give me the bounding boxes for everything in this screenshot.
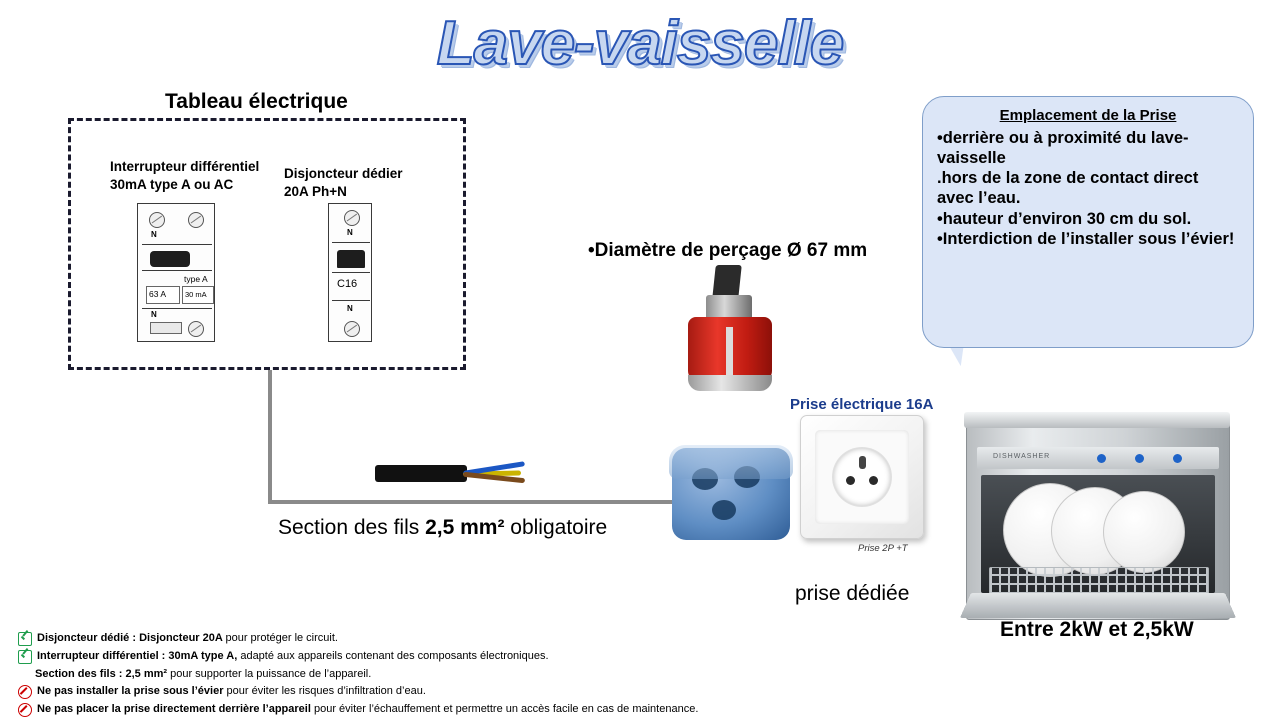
plate [1103,491,1185,573]
sensitivity-marking: 30 mA [185,290,207,299]
dishwasher-brand: DISHWASHER [993,453,1051,460]
dishwasher-worktop [964,412,1230,428]
dedicated-socket-text: prise dédiée [795,582,910,605]
terminal-n-top: N [151,230,157,239]
note-item [18,630,778,648]
wire-section-text [278,516,607,540]
screw-icon [188,321,204,337]
notes-list [18,630,778,719]
connector-line-vertical [268,370,272,504]
check-icon [18,650,32,664]
cable-sheath [375,465,467,482]
callout-item: •derrière ou à proximité du lave-vaisselle [937,129,1189,168]
junction-box-illustration [672,448,790,540]
dishwasher-control-panel [977,447,1219,469]
differential-label [110,158,259,194]
note-item [18,666,778,684]
panel-dashed-box [68,118,466,370]
socket-receptacle [833,448,891,506]
terminal-n-top: N [347,228,353,237]
dishwasher-button[interactable] [1173,454,1182,463]
callout-title: Emplacement de la Prise [999,107,1177,124]
earth-pin [859,456,866,469]
note-item [18,701,778,719]
dishwasher-button[interactable] [1135,454,1144,463]
terminal-n-bottom: N [151,310,157,319]
screw-icon [344,321,360,337]
note-item [18,648,778,666]
note-plain: pour éviter l’échauffement et permettre un accès facile en cas de maintenance. [313,703,699,716]
callout-item: .hors de la zone de contact direct avec l’eau. [937,169,1199,208]
check-icon [18,632,32,646]
dishwasher-body [966,422,1230,620]
differential-device [137,203,215,342]
wire-section-value: 2,5 mm² [425,516,505,539]
drill-diameter-text: •Diamètre de perçage Ø 67 mm [588,240,868,261]
connector-line-horizontal [268,500,676,504]
note-plain: pour protéger le circuit. [225,632,338,644]
hole-saw-shank [712,265,742,299]
note-bold: Disjoncteur dédié : Disjoncteur 20A [37,632,226,644]
current-marking: 63 A [149,289,167,299]
wire-section-prefix: Section des fils [278,516,426,539]
socket-faceplate [815,430,909,524]
callout-item: •Interdiction de l’installer sous l’évier! [937,229,1235,248]
breaker-rating: 20A Ph+N [284,184,347,200]
dedicated-breaker-device [328,203,372,342]
note-bold: Interrupteur différentiel : 30mA type A, [37,649,241,662]
screw-icon [344,210,360,226]
note-plain: adapté aux appareils contenant des composants électroniques. [240,649,549,662]
note-bold: Section des fils : 2,5 mm² [35,667,171,680]
type-marking: type A [184,274,208,284]
socket-hole-right [869,476,878,485]
hole-saw-teeth [688,375,772,391]
junction-box-rim [669,445,793,479]
socket-illustration [800,415,924,539]
callout-item: •hauteur d’environ 30 cm du sol. [937,209,1192,228]
callout-bubble [922,96,1254,348]
note-bold: Ne pas installer la prise sous l’évier [37,685,227,698]
forbidden-icon [18,685,32,699]
no-icon-spacer [18,668,30,680]
screw-icon [149,212,165,228]
dishwasher-basket [989,567,1209,595]
forbidden-icon [18,703,32,717]
cable-illustration [375,455,535,495]
note-bold: Ne pas placer la prise directement derrière l’appareil [37,703,314,716]
note-plain: pour éviter les risques d’infiltration d’eau. [226,685,426,698]
note-item [18,683,778,701]
screw-icon [188,212,204,228]
curve-marking: C16 [337,278,358,290]
test-button[interactable] [150,322,182,334]
page-title: Lave-vaisselle [436,9,844,78]
dishwasher-cavity [981,475,1215,593]
breaker-label [284,165,403,201]
dishwasher-door[interactable] [960,593,1236,618]
socket-caption: Prise 2P +T [858,543,908,554]
callout-list [937,128,1239,249]
wire-section-suffix: obligatoire [504,516,608,539]
power-rating-text: Entre 2kW et 2,5kW [1000,618,1194,641]
dishwasher-illustration [966,408,1228,618]
differential-rating: 30mA type A ou AC [110,177,234,193]
note-plain: pour supporter la puissance de l’appareil. [170,667,372,680]
socket-hole-left [846,476,855,485]
knockout-hole [712,500,736,520]
differential-name: Interrupteur différentiel [110,159,260,174]
terminal-n-bottom: N [347,304,353,313]
toggle-lever[interactable] [337,250,365,268]
hole-saw-illustration [680,265,790,395]
breaker-name: Disjoncteur dédier [284,166,403,181]
socket-label: Prise électrique 16A [790,396,934,413]
toggle-lever[interactable] [150,251,190,267]
dishwasher-button[interactable] [1097,454,1106,463]
panel-label: Tableau électrique [165,90,348,113]
